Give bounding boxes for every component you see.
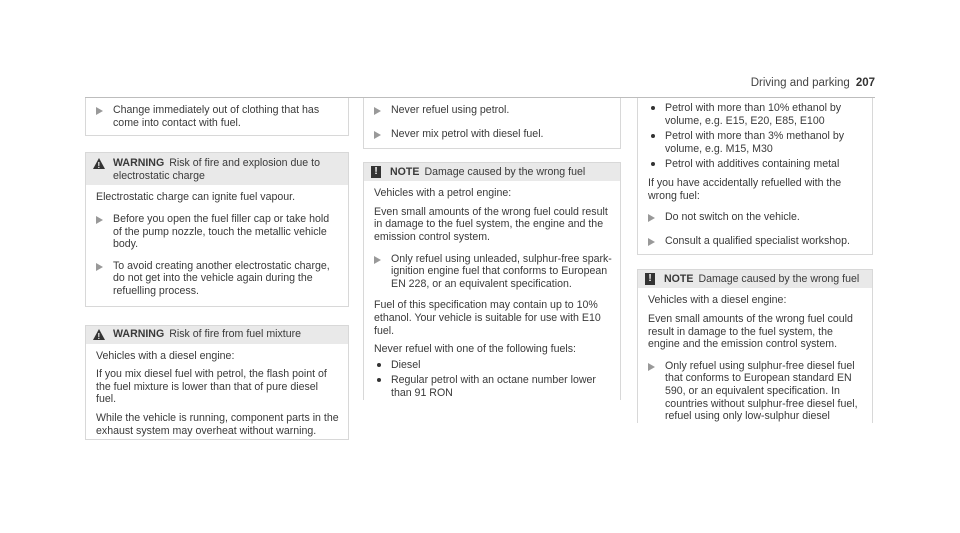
step-item: Only refuel using sulphur-free diesel fuel that conforms to European standard EN 590, or an equivalent specification. In countries without sulphur-free diesel fuel, refuel using only low-sulphur diesel [648,360,864,423]
bullet-item: Regular petrol with an octane number lower than 91 RON [374,374,612,399]
bullet-item: Petrol with more than 3% methanol by volume, e.g. M15, M30 [648,130,864,155]
step-item: Never mix petrol with diesel fuel. [374,128,612,141]
column-3 [637,98,873,423]
step-item: Only refuel using unleaded, sulphur-free spark-ignition engine fuel that conforms to European EN 228, or an equivalent specification. [374,253,612,291]
step-item: Never refuel using petrol. [374,104,612,117]
step-arrow-icon [96,216,103,224]
warning-electrostatic: ! WARNING Risk of fire and explosion due to electrostatic charge Electrostatic charge can ignite fuel vapour. Before you open the fuel filler cap or take hold of the pump nozzle, touch the metallic vehicle body. To avoid creating another electrostatic charge, do not get into the vehicle again during the refuelling process. [85,152,349,306]
page-number: 207 [855,77,875,89]
column-1 [85,98,349,440]
step-arrow-icon [648,238,655,246]
bullet-item: Diesel [374,359,612,372]
step-item: Consult a qualified specialist workshop. [648,235,864,248]
warning-triangle-icon [93,329,105,340]
step-arrow-icon [96,263,103,271]
step-arrow-icon [374,131,381,139]
bullet-dot-icon [651,134,655,138]
bullet-item: Petrol with more than 10% ethanol by volume, e.g. E15, E20, E85, E100 [648,102,864,127]
warning-fuel-mixture: ! WARNING Risk of fire from fuel mixture Vehicles with a diesel engine: If you mix diesel fuel with petrol, the flash point of the fuel mixture is lower than that of pure diesel fuel. While the vehicle is running, component parts in the exhaust system may overheat without warning. [85,325,349,441]
step-arrow-icon [374,256,381,264]
clothing-step-box [85,98,349,136]
note-exclamation-icon: ! [371,166,381,178]
step-item: Change immediately out of clothing that has come into contact with fuel. [96,104,340,129]
step-item: To avoid creating another electrostatic charge, do not get into the vehicle again during the refuelling process. [96,260,340,298]
step-arrow-icon [374,107,381,115]
step-arrow-icon [96,107,103,115]
bullet-dot-icon [651,106,655,110]
note-petrol-engine: ! NOTE Damage caused by the wrong fuel Vehicles with a petrol engine: Even small amounts of the wrong fuel could result in damage to the fuel system, the engine and the emission control system. Only refuel using unleaded, sulphur-free spark-ignition engine fuel that conforms to European EN 228, or an equivalent specification. Fuel of this specification may contain up to 10% ethanol. Your vehicle is suitable for use with E10 fuel. Never refuel with one of the following fuels: Diesel Regular petrol with an octane number lower than 91 RON [363,162,621,399]
warning-triangle-icon [93,158,105,169]
bullet-dot-icon [377,378,381,382]
running-header [751,77,875,89]
warning-bar: ! WARNING Risk of fire and explosion due to electrostatic charge [86,153,348,185]
note-bar: ! NOTE Damage caused by the wrong fuel [364,163,620,181]
step-item: Before you open the fuel filler cap or take hold of the pump nozzle, touch the metallic vehicle body. [96,213,340,251]
step-arrow-icon [648,214,655,222]
wrong-fuel-box: Petrol with more than 10% ethanol by volume, e.g. E15, E20, E85, E100 Petrol with more than 3% methanol by volume, e.g. M15, M30 Petrol with additives containing metal If you have accidentally refuelled with the wrong fuel: Do not switch on the vehicle. Consult a qualified specialist workshop. [637,98,873,255]
note-exclamation-icon: ! [645,273,655,285]
step-arrow-icon [648,363,655,371]
note-bar: ! NOTE Damage caused by the wrong fuel [638,270,872,288]
section-title: Driving and parking [750,77,850,89]
petrol-steps-box [363,98,621,149]
warning-bar: ! WARNING Risk of fire from fuel mixture [86,326,348,344]
note-diesel-engine: ! NOTE Damage caused by the wrong fuel Vehicles with a diesel engine: Even small amounts of the wrong fuel could result in damage to the fuel system, the engine and the emission control system. Only refuel using sulphur-free diesel fuel that conforms to European standard EN 590, or an equivalent specification. In countries without sulphur-free diesel fuel, refuel using only low-sulphur diesel [637,269,873,422]
step-item: Do not switch on the vehicle. [648,211,864,224]
column-2 [363,98,621,400]
bullet-dot-icon [651,162,655,166]
bullet-dot-icon [377,363,381,367]
bullet-item: Petrol with additives containing metal [648,158,864,171]
